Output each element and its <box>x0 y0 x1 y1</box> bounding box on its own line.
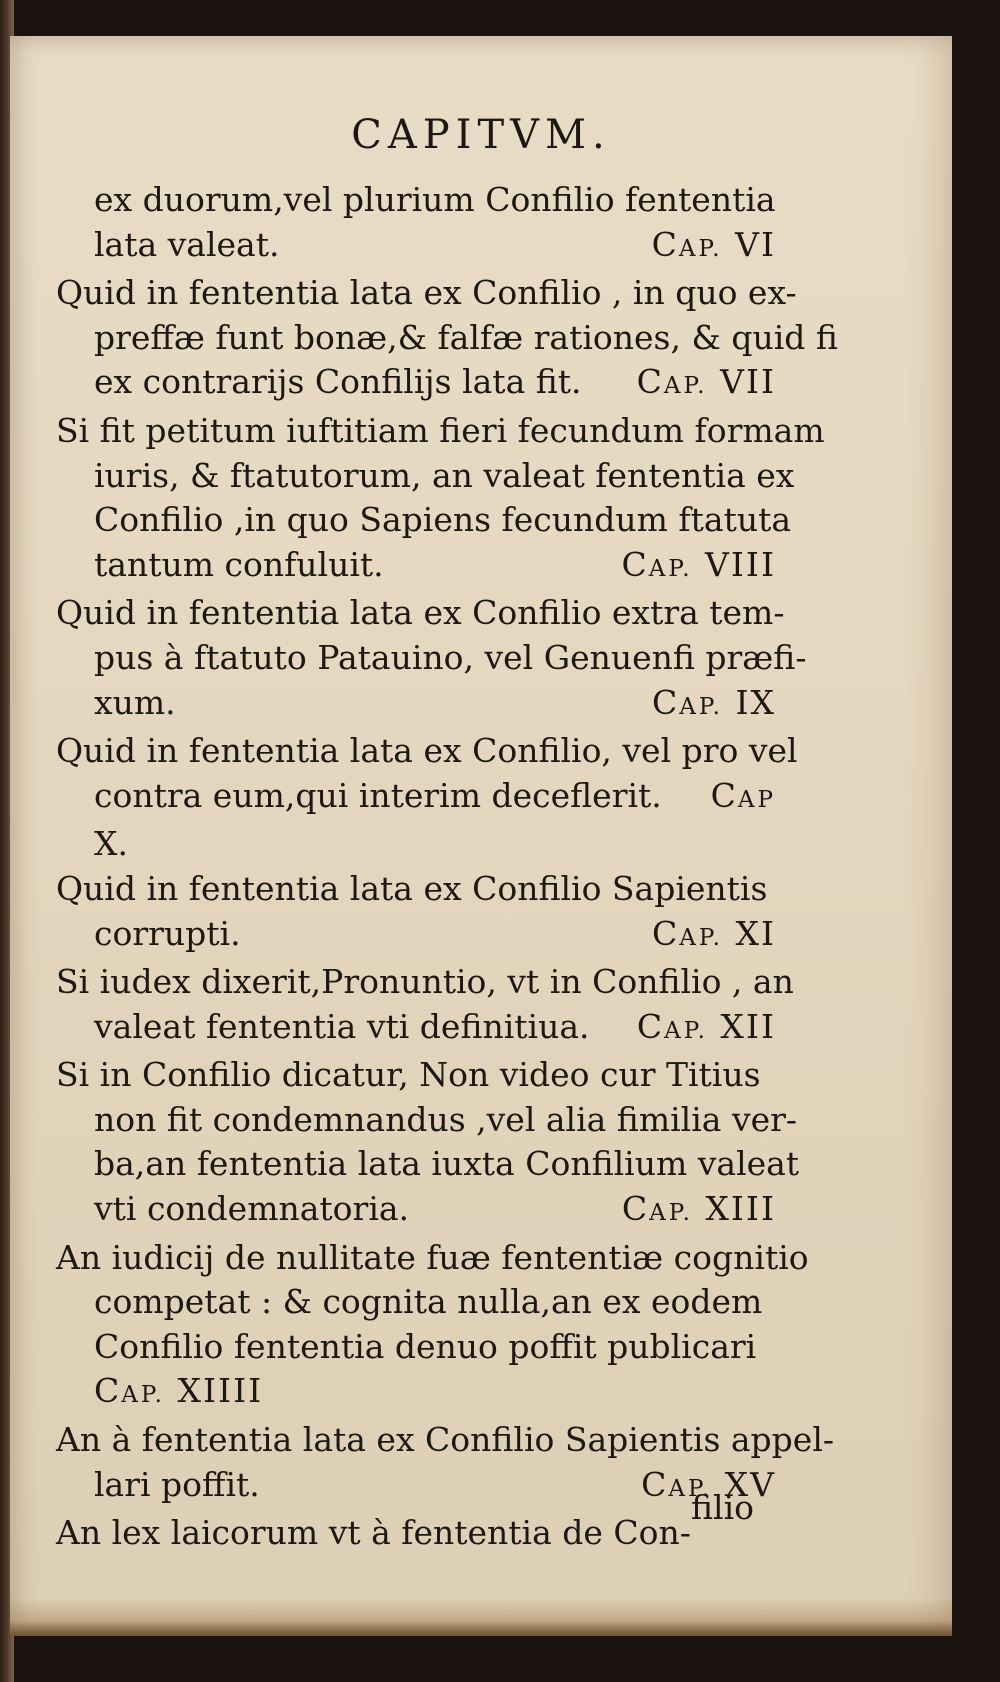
chapter-small-caps: AP. <box>121 1382 165 1409</box>
chapter-reference <box>652 912 776 961</box>
entry-text: contra eum,qui interim deceflerit. <box>94 775 662 815</box>
entry-last-line <box>56 774 776 823</box>
entry-first-line: An lex laicorum vt à fententia de Con- <box>56 1513 691 1553</box>
entry-text: corrupti. <box>94 913 241 953</box>
entry-last-line <box>56 223 776 272</box>
entry-continuation-line: Confilio fententia denuo poffit publicari <box>94 1326 757 1366</box>
chapter-numeral: XV <box>724 1464 776 1504</box>
toc-entry <box>56 960 794 1053</box>
table-of-contents <box>56 178 838 1556</box>
running-header: CAPITVM. <box>351 112 611 158</box>
entry-first-line: Si fit petitum iuftitiam fieri fecundum formam <box>56 410 825 450</box>
chapter-initial: C <box>94 1371 122 1411</box>
entry-last-line <box>56 681 776 730</box>
entry-first-line: Si in Confilio dicatur, Non video cur Titius <box>56 1055 761 1095</box>
chapter-reference <box>622 543 776 592</box>
entry-last-line <box>56 912 776 961</box>
toc-entry <box>56 729 798 867</box>
toc-entry <box>56 1418 835 1511</box>
entry-first-line: Quid in fententia lata ex Confilio, vel pro vel <box>56 731 798 771</box>
chapter-small-caps: AP. <box>648 555 693 582</box>
entry-text: lari poffit. <box>94 1464 260 1504</box>
entry-continuation-line: ex duorum,vel plurium Confilio fententia <box>94 180 776 219</box>
entry-chapter-line <box>56 1369 776 1418</box>
entry-last-line <box>56 360 776 409</box>
entry-first-line: Quid in fententia lata ex Confilio extra tem- <box>56 593 785 633</box>
chapter-small-caps: AP. <box>664 1017 708 1044</box>
chapter-numeral: XII <box>720 1006 776 1046</box>
book-page <box>10 36 952 1636</box>
entry-text: lata valeat. <box>94 224 280 264</box>
entry-text: ex contrarijs Confilijs lata fit. <box>94 362 582 402</box>
chapter-reference <box>652 223 776 272</box>
chapter-initial: C <box>636 362 664 402</box>
entry-first-line: An iudicij de nullitate fuæ fententiæ cognitio <box>56 1237 809 1277</box>
chapter-reference <box>652 681 776 730</box>
chapter-numeral: XIII <box>705 1189 776 1229</box>
entry-text: valeat fententia vti definitiua. <box>94 1006 590 1046</box>
entry-continuation-line: iuris, & ftatutorum, an valeat fententia ex <box>94 455 795 495</box>
entry-continuation-line: preffæ funt bonæ,& falfæ rationes, & quid fi <box>94 317 838 357</box>
entry-last-line <box>56 1005 776 1054</box>
toc-entry <box>56 178 776 271</box>
chapter-initial: C <box>710 775 738 815</box>
chapter-numeral: XIIII <box>177 1371 264 1411</box>
entry-text: vti condemnatoria. <box>94 1189 410 1229</box>
entry-text: xum. <box>94 682 176 722</box>
entry-first-line: Si iudex dixerit,Pronuntio, vt in Confilio , an <box>56 962 794 1002</box>
entry-first-line: Quid in fententia lata ex Confilio , in quo ex- <box>56 273 797 313</box>
chapter-numeral: IX <box>735 682 776 722</box>
chapter-reference <box>637 360 776 409</box>
chapter-small-caps: AP. <box>649 1200 693 1227</box>
chapter-initial: C <box>651 913 680 953</box>
chapter-initial: C <box>651 682 680 722</box>
entry-continuation-line: ba,an fententia lata iuxta Confilium valeat <box>94 1144 800 1184</box>
toc-entry <box>56 271 838 409</box>
chapter-reference <box>637 1005 776 1054</box>
chapter-reference <box>711 774 776 823</box>
chapter-initial: C <box>621 544 649 584</box>
entry-last-line <box>56 543 776 592</box>
chapter-initial: C <box>641 1464 669 1504</box>
chapter-small-caps: AP <box>737 786 776 813</box>
chapter-small-caps: AP. <box>678 235 723 262</box>
toc-entry <box>56 867 776 960</box>
toc-entry <box>56 1236 809 1418</box>
chapter-small-caps: AP. <box>663 373 708 400</box>
entry-continuation-line: pus à ftatuto Patauino, vel Genuenfi præfi- <box>94 637 807 677</box>
chapter-small-caps: AP. <box>679 693 723 720</box>
toc-entry <box>56 409 825 591</box>
entry-continuation-line: Confilio ,in quo Sapiens fecundum ftatuta <box>94 500 792 540</box>
catchword: filio <box>691 1488 754 1527</box>
chapter-number-tail: X. <box>94 824 128 864</box>
chapter-small-caps: AP. <box>679 924 723 951</box>
entry-continuation-line: competat : & cognita nulla,an ex eodem <box>94 1282 763 1322</box>
chapter-numeral: VII <box>720 362 776 402</box>
chapter-numeral: VI <box>735 224 776 264</box>
entry-first-line: Quid in fententia lata ex Confilio Sapientis <box>56 868 768 908</box>
entry-first-line: An à fententia lata ex Confilio Sapientis appel- <box>56 1420 835 1460</box>
chapter-small-caps: AP. <box>668 1475 713 1502</box>
toc-entry <box>56 1511 776 1556</box>
chapter-numeral: VIII <box>705 544 776 584</box>
chapter-initial: C <box>621 1189 650 1229</box>
chapter-reference <box>94 1369 263 1418</box>
entry-continuation-line: non fit condemnandus ,vel alia fimilia ver- <box>94 1099 798 1139</box>
chapter-numeral: XI <box>735 913 776 953</box>
entry-text: tantum confuluit. <box>94 544 384 584</box>
entry-last-line <box>56 1463 776 1512</box>
toc-entry <box>56 1053 800 1235</box>
chapter-initial: C <box>651 224 679 264</box>
chapter-reference <box>622 1187 776 1236</box>
entry-last-line <box>56 1187 776 1236</box>
chapter-initial: C <box>636 1006 665 1046</box>
page-bottom-edge <box>10 1598 952 1636</box>
toc-entry <box>56 591 807 729</box>
